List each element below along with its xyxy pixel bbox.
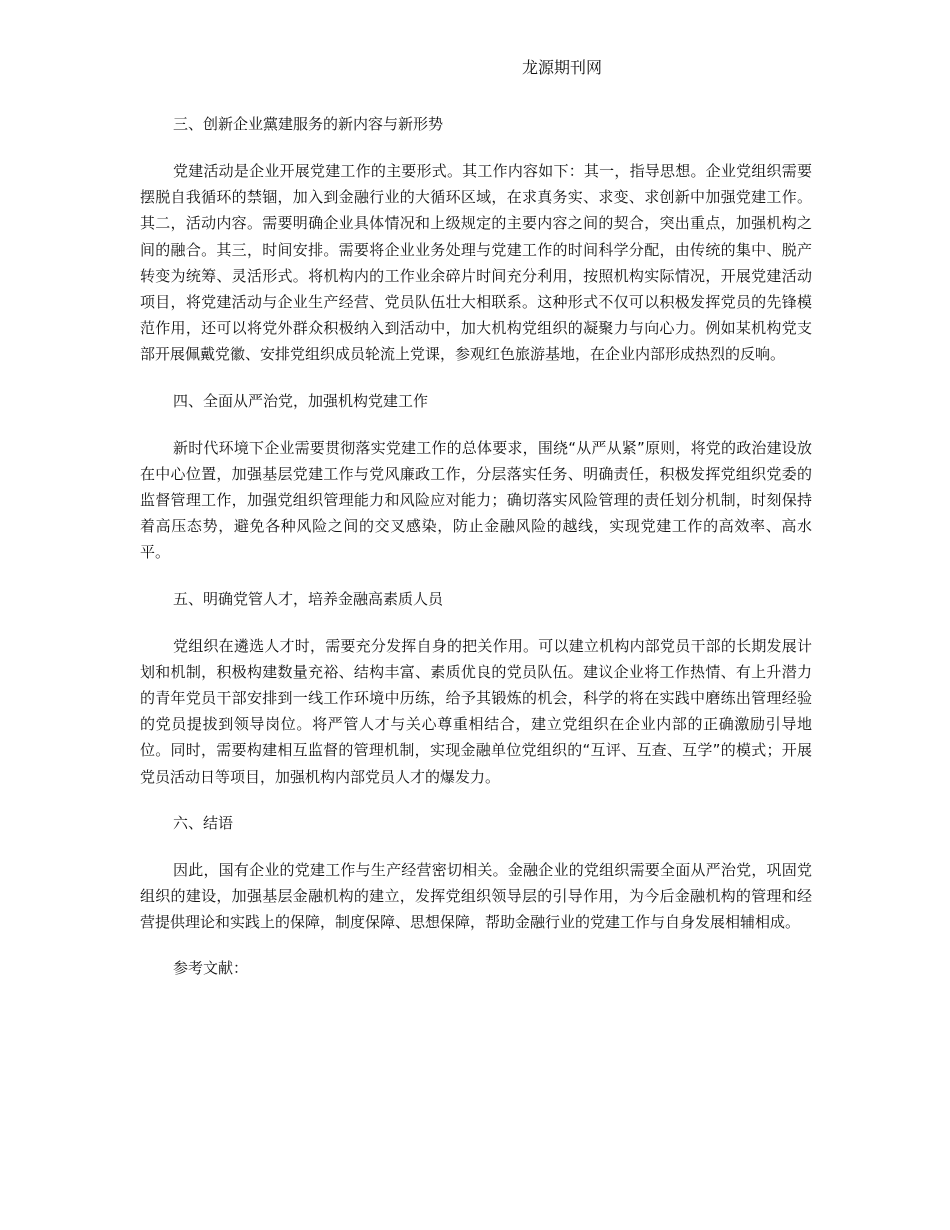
section-paragraph: 党组织在遴选人才时，需要充分发挥自身的把关作用。可以建立机构内部党员干部的长期发展计划和机制，积极构建数量充裕、结构丰富、素质优良的党员队伍。建议企业将工作热情、有上升潜力的青年党员干部安排到一线工作环境中历练，给予其锻炼的机会，科学的将在实践中磨练出管理经验的党员提拔到领导岗位。将严管人才与关心尊重相结合，建立党组织在企业内部的正确激励引导地位。同时，需要构建相互监督的管理机制，实现金融单位党组织的“互评、互查、互学”的模式；开展党员活动日等项目，加强机构内部党员人才的爆发力。	[140, 636, 812, 786]
references-section	[140, 956, 812, 980]
section-heading: 六、结语	[173, 813, 234, 832]
article-body	[140, 112, 812, 1002]
section-paragraph: 新时代环境下企业需要贯彻落实党建工作的总体要求，围绕“从严从紧”原则，将党的政治建设放在中心位置，加强基层党建工作与党风廉政工作，分层落实任务、明确责任，积极发挥党组织党委的监督管理工作，加强党组织管理能力和风险应对能力；确切落实风险管理的责任划分机制，时刻保持着高压态势，避免各种风险之间的交叉感染，防止金融风险的越线，实现党建工作的高效率、高水平。	[140, 438, 812, 562]
section-strict-governance	[140, 389, 812, 566]
site-name-header: 龙源期刊网	[522, 58, 603, 77]
section-heading: 三、创新企业黨建服务的新内容与新形势	[173, 115, 444, 133]
section-paragraph: 因此，国有企业的党建工作与生产经营密切相关。金融企业的党组织需要全面从严治党，巩固党组织的建设，加强基层金融机构的建立，发挥党组织领导层的引导作用，为今后金融机构的管理和经营提供理论和实践上的保障，制度保障、思想保障，帮助金融行业的党建工作与自身发展相辅相成。	[140, 860, 812, 932]
section-heading: 四、全面从严治党，加强机构党建工作	[173, 391, 429, 410]
section-heading: 五、明确党管人才，培养金融高素质人员	[173, 589, 444, 608]
section-paragraph: 党建活动是企业开展党建工作的主要形式。其工作内容如下：其一，指导思想。企业党组织需要摆脱自我循环的禁锢，加入到金融行业的大循环区域，在求真务实、求变、求创新中加强党建工作。其二，活动内容。需要明确企业具体情况和上级规定的主要内容之间的契合，突出重点，加强机构之间的融合。其三，时间安排。需要将企业业务处理与党建工作的时间科学分配，由传统的集中、脱产转变为统筹、灵活形式。将机构内的工作业余碎片时间充分利用，按照机构实际情况，开展党建活动项目，将党建活动与企业生产经营、党员队伍壮大相联系。这种形式不仅可以积极发挥党员的先锋模范作用，还可以将党外群众积极纳入到活动中，加大机构党组织的凝聚力与向心力。例如某机构党支部开展佩戴党徽、安排党组织成员轮流上党课，参观红色旅游基地，在企业内部形成热烈的反响。	[140, 162, 812, 364]
section-innovation	[140, 112, 812, 368]
references-heading: 参考文献：	[173, 959, 249, 978]
section-talent	[140, 587, 812, 790]
section-conclusion	[140, 811, 812, 936]
